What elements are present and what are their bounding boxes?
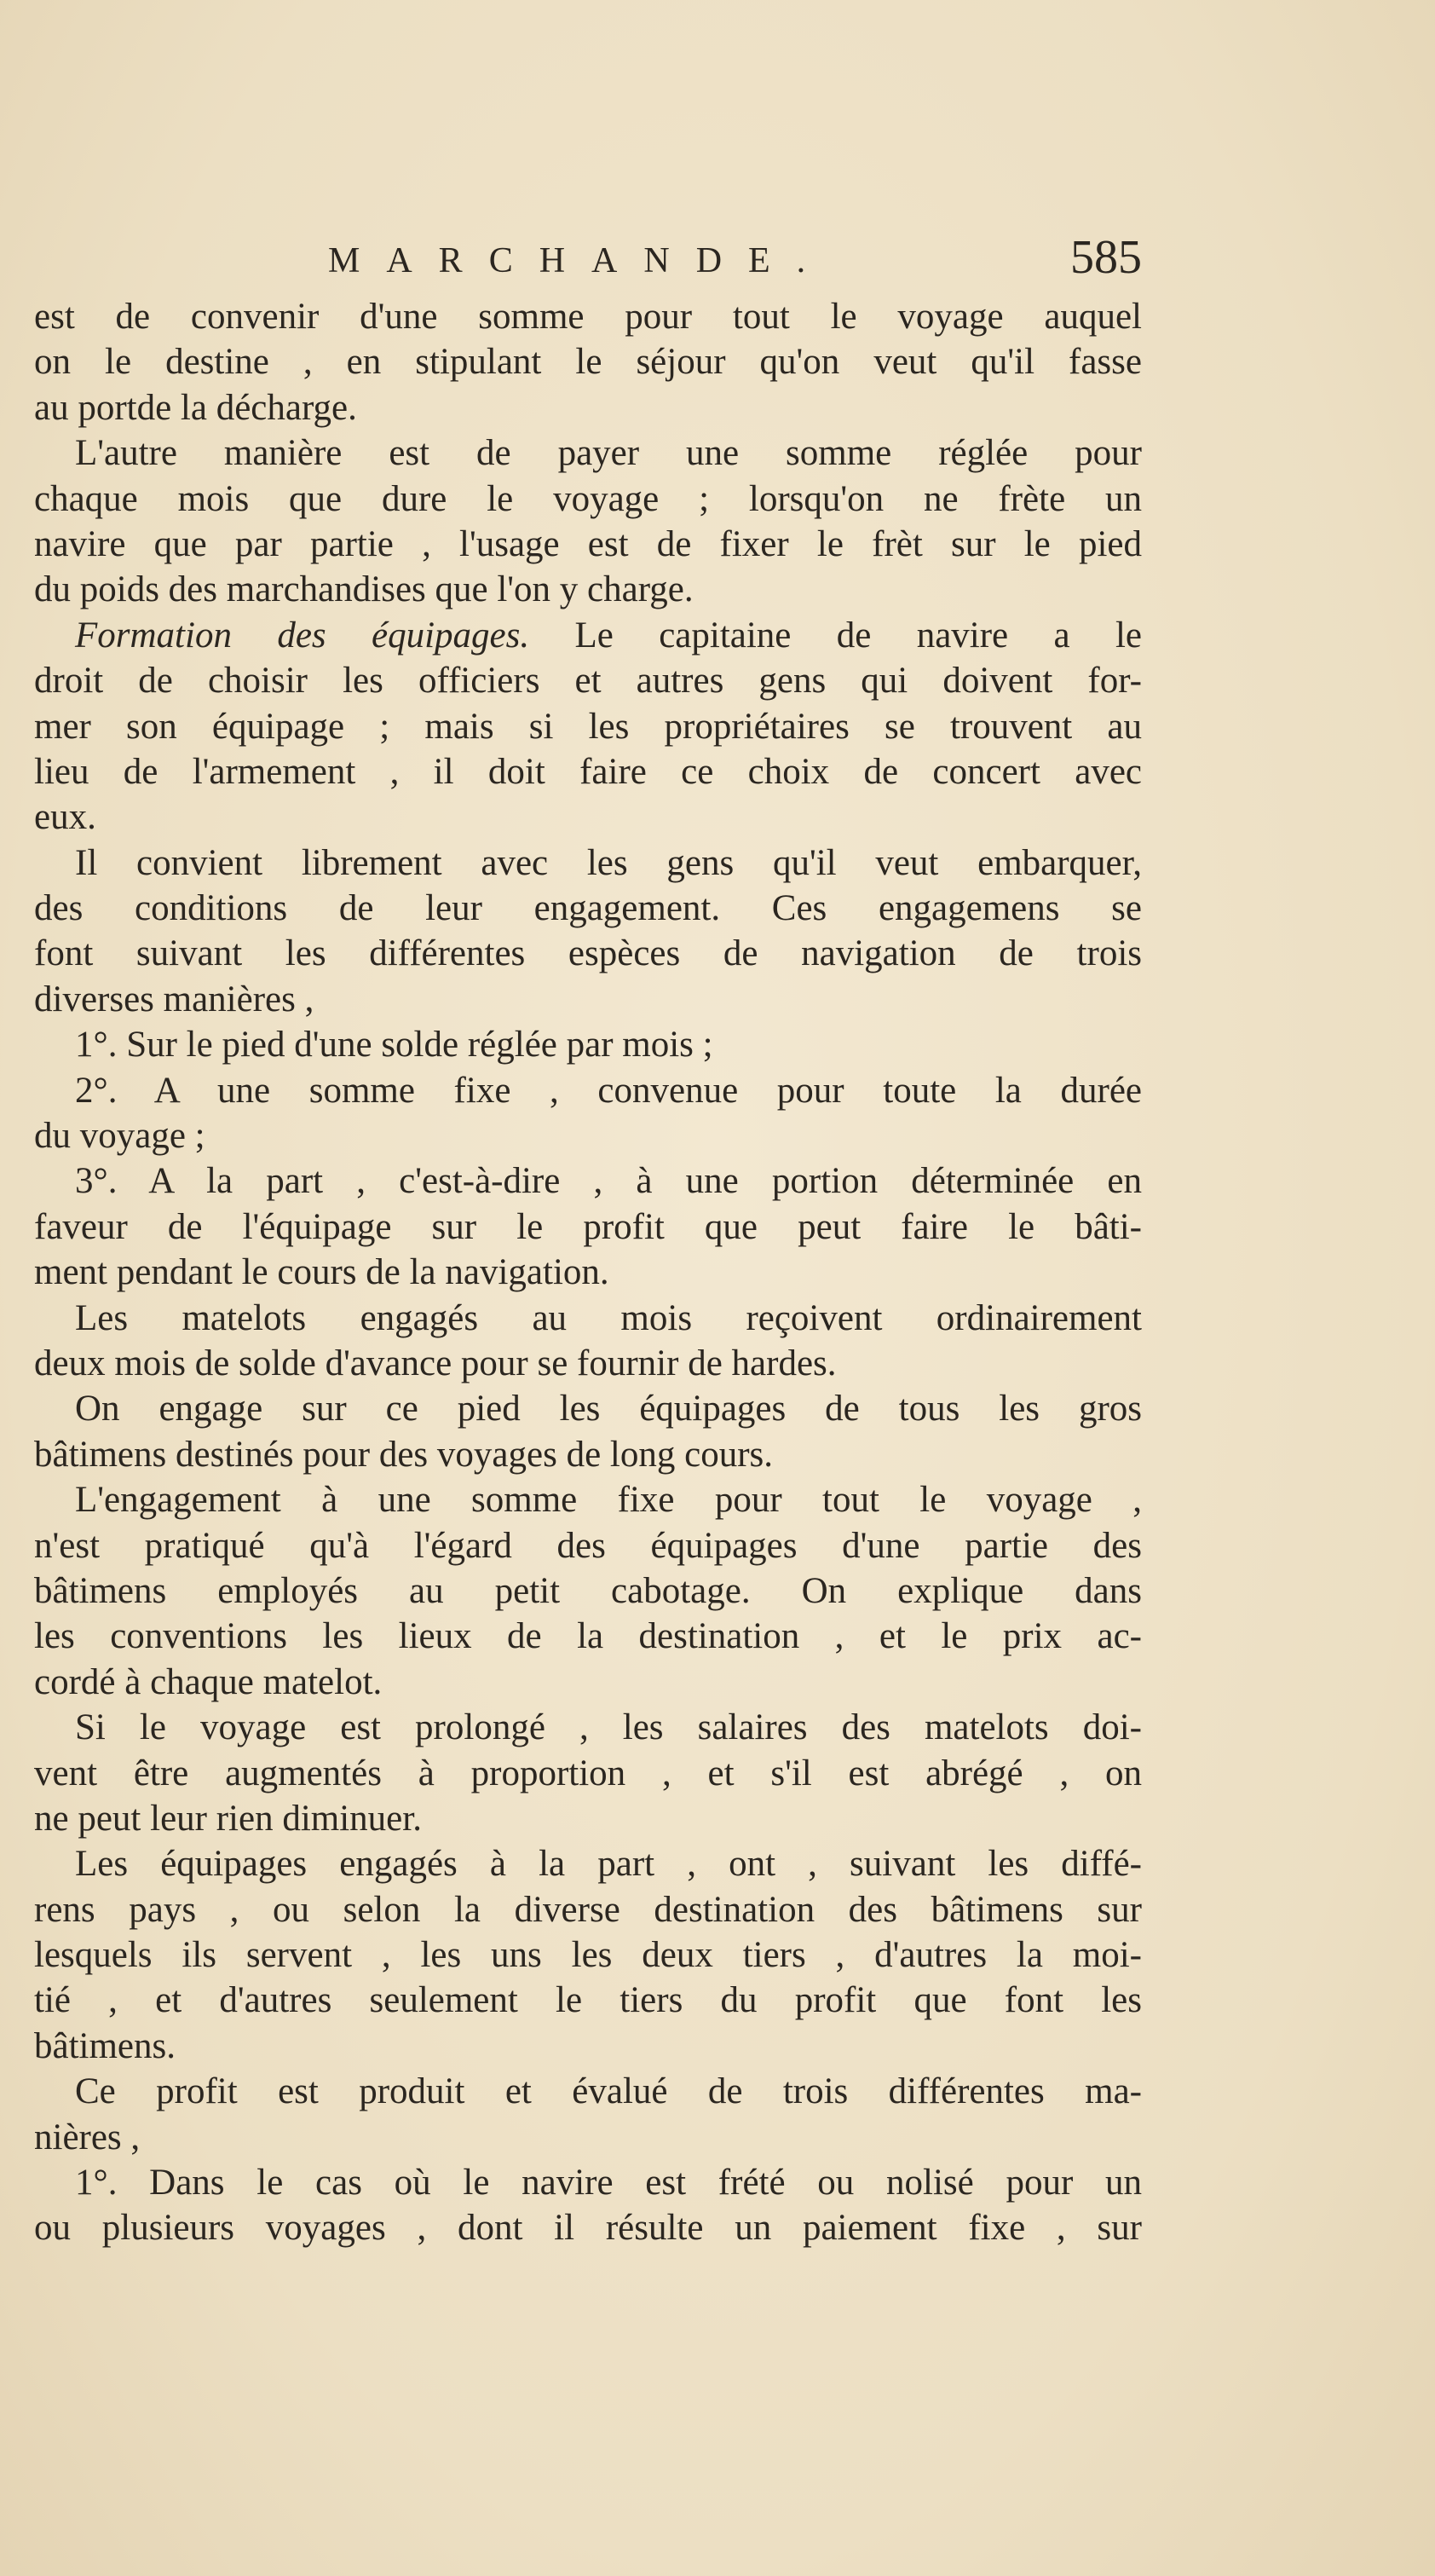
text-line bbox=[34, 613, 1142, 658]
text-line: est de convenir d'une somme pour tout le voyage auquel bbox=[34, 297, 1142, 337]
running-title: MARCHANDE. bbox=[328, 241, 833, 280]
page-header bbox=[34, 230, 1142, 290]
text-line: Si le voyage est prolongé , les salaires des matelots doi- bbox=[75, 1707, 1142, 1748]
text-line-rest: Le capitaine de navire a le bbox=[529, 615, 1142, 656]
text-line: Les équipages engagés à la part , ont , suivant les diffé- bbox=[75, 1844, 1142, 1885]
text-line: diverses manières , bbox=[34, 979, 314, 1019]
text-line: L'engagement à une somme fixe pour tout le voyage , bbox=[75, 1480, 1142, 1521]
text-line: les conventions les lieux de la destination , et le prix ac- bbox=[34, 1616, 1142, 1657]
text-line: Les matelots engagés au mois reçoivent ordinairement bbox=[75, 1297, 1142, 1338]
text-line: mer son équipage ; mais si les propriétaires se trouvent au bbox=[34, 706, 1142, 747]
text-line: vent être augmentés à proportion , et s'il est abrégé , on bbox=[34, 1753, 1142, 1793]
text-line: chaque mois que dure le voyage ; lorsqu'on ne frète un bbox=[34, 478, 1142, 519]
text-line: 3°. A la part , c'est-à-dire , à une portion déterminée en bbox=[75, 1161, 1142, 1202]
text-line: tié , et d'autres seulement le tiers du profit que font les bbox=[34, 1980, 1142, 2021]
page-number: 585 bbox=[1070, 231, 1142, 284]
text-line: eux. bbox=[34, 797, 96, 838]
text-line: des conditions de leur engagement. Ces engagemens se bbox=[34, 888, 1142, 929]
section-heading: Formation des équipages. bbox=[75, 615, 530, 656]
text-line: 1°. Dans le cas où le navire est frété ou nolisé pour un bbox=[75, 2163, 1142, 2203]
text-line: nières , bbox=[34, 2117, 141, 2157]
text-line: n'est pratiqué qu'à l'égard des équipages d'une partie des bbox=[34, 1525, 1142, 1566]
text-line: L'autre manière est de payer une somme réglée pour bbox=[75, 433, 1142, 474]
text-line: ne peut leur rien diminuer. bbox=[34, 1798, 422, 1839]
text-line: lesquels ils servent , les uns les deux tiers , d'autres la moi- bbox=[34, 1935, 1142, 1976]
text-line: ment pendant le cours de la navigation. bbox=[34, 1252, 609, 1293]
text-line: au portde la décharge. bbox=[34, 387, 357, 428]
text-line: bâtimens employés au petit cabotage. On explique dans bbox=[34, 1570, 1142, 1611]
text-line: cordé à chaque matelot. bbox=[34, 1661, 383, 1702]
text-line: navire que par partie , l'usage est de fixer le frèt sur le pied bbox=[34, 523, 1142, 564]
text-line: bâtimens destinés pour des voyages de long cours. bbox=[34, 1434, 773, 1475]
text-line: du poids des marchandises que l'on y charge. bbox=[34, 569, 694, 610]
text-line: font suivant les différentes espèces de navigation de trois bbox=[34, 933, 1142, 974]
text-line: bâtimens. bbox=[34, 2025, 176, 2066]
text-line: Il convient librement avec les gens qu'il veut embarquer, bbox=[75, 842, 1142, 883]
text-line: faveur de l'équipage sur le profit que peut faire le bâti- bbox=[34, 1206, 1142, 1247]
text-line: On engage sur ce pied les équipages de tous les gros bbox=[75, 1389, 1142, 1430]
text-line: rens pays , ou selon la diverse destination des bâtimens sur bbox=[34, 1889, 1142, 1930]
text-line: ou plusieurs voyages , dont il résulte un paiement fixe , sur bbox=[34, 2208, 1142, 2249]
text-line: 1°. Sur le pied d'une solde réglée par mois ; bbox=[75, 1025, 713, 1066]
body-text bbox=[34, 294, 1142, 2251]
text-line: Ce profit est produit et évalué de trois différentes ma- bbox=[75, 2071, 1142, 2112]
text-line: du voyage ; bbox=[34, 1116, 205, 1157]
text-line: deux mois de solde d'avance pour se fournir de hardes. bbox=[34, 1343, 837, 1383]
text-line: 2°. A une somme fixe , convenue pour toute la durée bbox=[75, 1070, 1142, 1111]
text-line: lieu de l'armement , il doit faire ce choix de concert avec bbox=[34, 751, 1142, 792]
text-line: droit de choisir les officiers et autres gens qui doivent for- bbox=[34, 661, 1142, 702]
text-line: on le destine , en stipulant le séjour qu'on veut qu'il fasse bbox=[34, 342, 1142, 383]
